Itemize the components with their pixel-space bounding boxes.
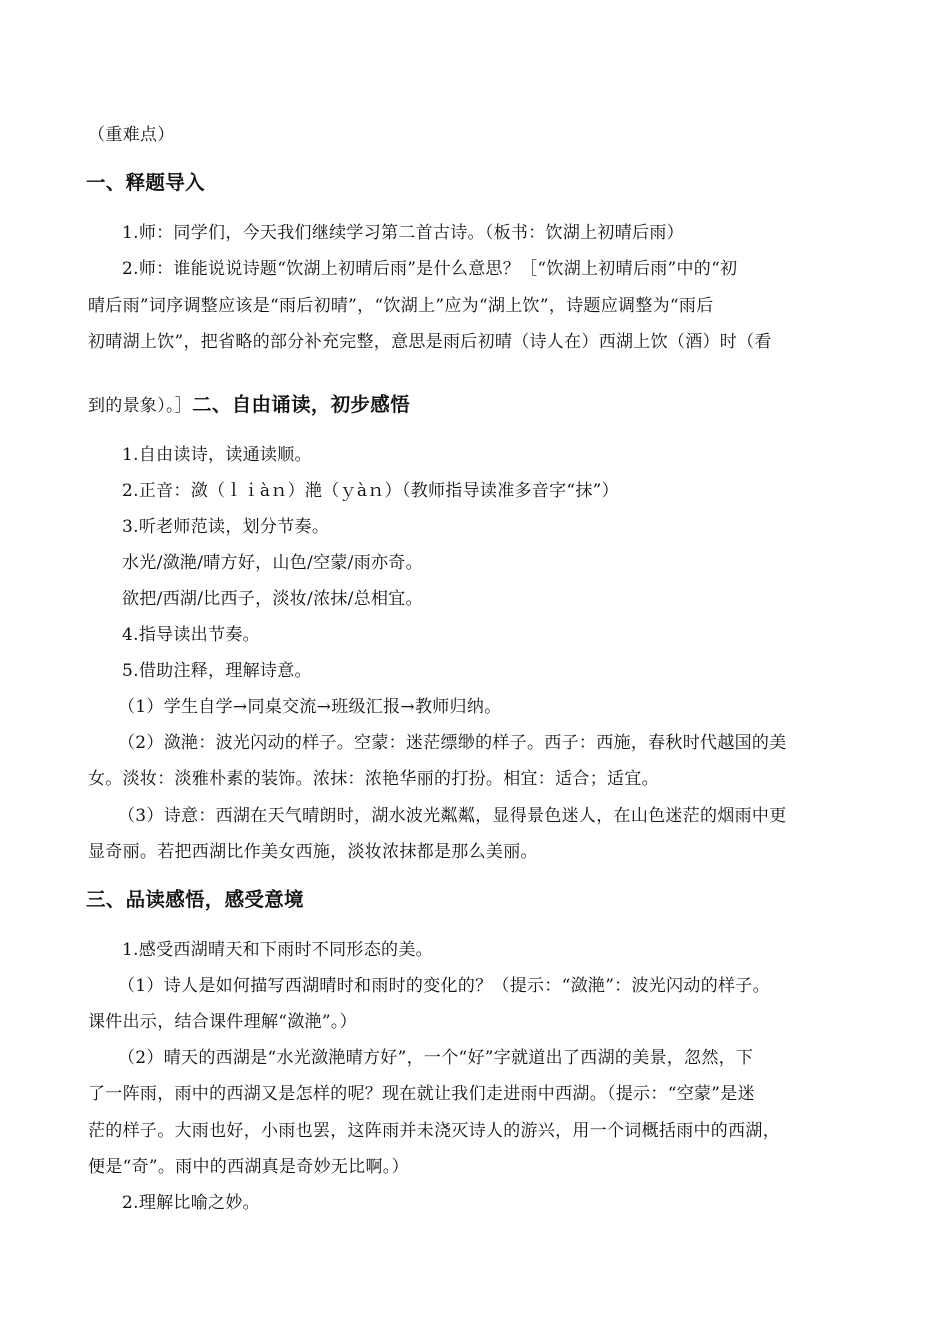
list-item: 5.借助注释，理解诗意。 bbox=[122, 661, 312, 681]
paragraph: 到的景象）。］ bbox=[88, 396, 193, 416]
list-item: 1.自由读诗，读通读顺。 bbox=[122, 445, 312, 465]
section-2-heading: 二、自由诵读，初步感悟 bbox=[192, 393, 410, 416]
paragraph: （2）晴天的西湖是“水光潋滟晴方好”，一个“好”字就道出了西湖的美景，忽然，下 bbox=[118, 1048, 754, 1068]
paragraph: 课件出示，结合课件理解“潋滟”。） bbox=[88, 1012, 357, 1032]
poem-line: 欲把/西湖/比西子，淡妆/浓抹/总相宜。 bbox=[122, 589, 423, 609]
list-item: （1）学生自学→同桌交流→班级汇报→教师归纳。 bbox=[118, 697, 502, 717]
paragraph: 初晴湖上饮”，把省略的部分补充完整，意思是雨后初晴（诗人在）西湖上饮（酒）时（看 bbox=[88, 332, 772, 352]
section-3-heading: 三、品读感悟，感受意境 bbox=[86, 888, 304, 911]
paragraph: 1.感受西湖晴天和下雨时不同形态的美。 bbox=[122, 940, 433, 960]
paragraph: 女。淡妆：淡雅朴素的装饰。浓抹：浓艳华丽的打扮。相宜：适合；适宜。 bbox=[88, 769, 659, 789]
paragraph: （2）潋滟：波光闪动的样子。空蒙：迷茫缥缈的样子。西子：西施，春秋时代越国的美 bbox=[118, 733, 787, 753]
paragraph: 了一阵雨，雨中的西湖又是怎样的呢？现在就让我们走进雨中西湖。（提示：“空蒙”是迷 bbox=[88, 1084, 755, 1104]
list-item: 4.指导读出节奏。 bbox=[122, 625, 260, 645]
paragraph: 1.师：同学们，今天我们继续学习第二首古诗。（板书：饮湖上初晴后雨） bbox=[122, 223, 684, 243]
paragraph-with-heading bbox=[88, 389, 410, 417]
paragraph: 显奇丽。若把西湖比作美女西施，淡妆浓抹都是那么美丽。 bbox=[88, 842, 538, 862]
paragraph: 茫的样子。大雨也好，小雨也罢，这阵雨并未浇灭诗人的游兴，用一个词概括雨中的西湖， bbox=[88, 1121, 780, 1141]
section-1-heading: 一、释题导入 bbox=[86, 171, 205, 194]
list-item: 2.正音：潋（ｌｉàｎ）滟（ｙàｎ）（教师指导读准多音字“抹”） bbox=[122, 481, 619, 501]
paragraph: （1）诗人是如何描写西湖晴时和雨时的变化的？（提示：“潋滟”：波光闪动的样子。 bbox=[118, 976, 770, 996]
paragraph: （3）诗意：西湖在天气晴朗时，湖水波光粼粼，显得景色迷人，在山色迷茫的烟雨中更 bbox=[118, 806, 787, 826]
paragraph: 2.理解比喻之妙。 bbox=[122, 1193, 260, 1213]
list-item: 3.听老师范读，划分节奏。 bbox=[122, 517, 330, 537]
paragraph: 晴后雨”词序调整应该是“雨后初晴”，“饮湖上”应为“湖上饮”，诗题应调整为“雨后 bbox=[88, 296, 714, 316]
paragraph: 2.师：谁能说说诗题“饮湖上初晴后雨”是什么意思？［“饮湖上初晴后雨”中的“初 bbox=[122, 259, 738, 279]
poem-line: 水光/潋滟/晴方好，山色/空蒙/雨亦奇。 bbox=[122, 553, 423, 573]
key-points-label: （重难点） bbox=[88, 125, 175, 145]
paragraph: 便是“奇”。雨中的西湖真是奇妙无比啊。） bbox=[88, 1157, 409, 1177]
